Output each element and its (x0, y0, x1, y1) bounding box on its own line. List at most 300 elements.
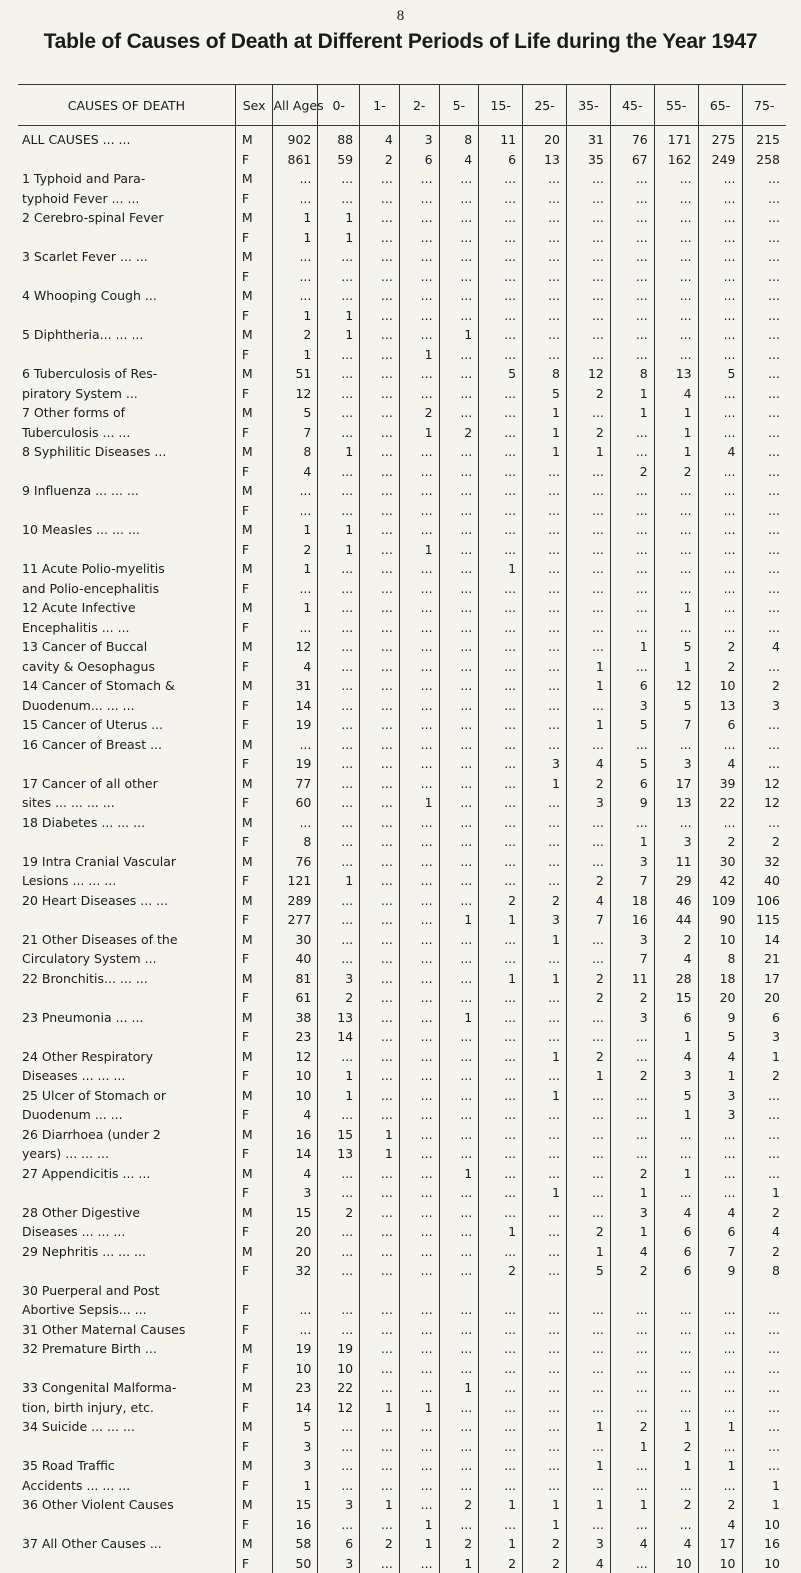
count-cell: ... (610, 267, 654, 287)
count-cell: ... (479, 442, 523, 462)
table-row (18, 208, 786, 228)
count-cell: ... (273, 735, 318, 755)
count-cell: ... (567, 930, 611, 950)
count-cell: 3 (318, 1495, 360, 1515)
count-cell: 1 (360, 1125, 400, 1145)
count-cell: 1 (399, 1398, 439, 1418)
count-cell: 2 (523, 891, 567, 911)
count-cell: 4 (567, 754, 611, 774)
table-row (18, 1164, 786, 1184)
count-cell: 5 (654, 1086, 698, 1106)
count-cell: 42 (698, 871, 742, 891)
count-cell: ... (360, 286, 400, 306)
table-row (18, 306, 786, 326)
sex-cell: F (235, 1320, 273, 1340)
count-cell: 1 (399, 540, 439, 560)
count-cell: ... (318, 1456, 360, 1476)
count-cell: ... (273, 189, 318, 209)
count-cell: ... (654, 286, 698, 306)
count-cell: ... (698, 1359, 742, 1379)
count-cell: ... (273, 813, 318, 833)
count-cell: ... (399, 754, 439, 774)
table-row (18, 1105, 786, 1125)
cause-cell: 21 Other Diseases of the (18, 930, 235, 950)
count-cell: 1 (698, 1417, 742, 1437)
count-cell: 6 (698, 715, 742, 735)
count-cell: ... (567, 1105, 611, 1125)
count-cell: 1 (654, 1456, 698, 1476)
count-cell: ... (610, 598, 654, 618)
count-cell: ... (610, 1476, 654, 1496)
count-cell: ... (399, 1027, 439, 1047)
count-cell: ... (479, 949, 523, 969)
count-cell: ... (523, 169, 567, 189)
sex-cell: F (235, 832, 273, 852)
table-row (18, 442, 786, 462)
count-cell: 2 (567, 1047, 611, 1067)
count-cell: ... (273, 579, 318, 599)
count-cell: ... (360, 1456, 400, 1476)
sex-cell: F (235, 1554, 273, 1573)
count-cell: ... (360, 481, 400, 501)
count-cell: 1 (610, 1437, 654, 1457)
count-cell: ... (479, 1086, 523, 1106)
count-cell: ... (610, 325, 654, 345)
count-cell: 1 (479, 559, 523, 579)
count-cell: ... (654, 559, 698, 579)
count-cell: ... (523, 228, 567, 248)
table-body (18, 126, 786, 1573)
count-cell: ... (318, 1242, 360, 1262)
sex-cell: F (235, 540, 273, 560)
sex-cell: M (235, 1242, 273, 1262)
count-cell: ... (567, 852, 611, 872)
count-cell: ... (399, 1378, 439, 1398)
count-cell: 40 (742, 871, 786, 891)
count-cell: 39 (698, 774, 742, 794)
count-cell: 1 (567, 715, 611, 735)
count-cell: 13 (698, 696, 742, 716)
count-cell: ... (479, 540, 523, 560)
header-age-25: 25- (523, 85, 567, 126)
count-cell: ... (698, 598, 742, 618)
sex-cell: M (235, 1339, 273, 1359)
count-cell: 1 (523, 1495, 567, 1515)
count-cell: ... (318, 598, 360, 618)
count-cell: 9 (698, 1261, 742, 1281)
count-cell: 5 (479, 364, 523, 384)
count-cell: ... (360, 657, 400, 677)
count-cell: 14 (742, 930, 786, 950)
sex-cell: F (235, 1222, 273, 1242)
count-cell: ... (439, 657, 479, 677)
cause-cell (18, 754, 235, 774)
count-cell: ... (479, 501, 523, 521)
cause-cell: piratory System ... (18, 384, 235, 404)
count-cell: ... (654, 1300, 698, 1320)
count-cell: ... (567, 501, 611, 521)
sex-cell: F (235, 267, 273, 287)
count-cell: 76 (610, 126, 654, 150)
count-cell: 1 (610, 1183, 654, 1203)
count-cell: 16 (610, 910, 654, 930)
count-cell: ... (479, 696, 523, 716)
count-cell: ... (567, 169, 611, 189)
count-cell: ... (567, 832, 611, 852)
count-cell: ... (318, 1437, 360, 1457)
sex-cell: F (235, 1300, 273, 1320)
count-cell: ... (479, 1125, 523, 1145)
count-cell: 1 (742, 1495, 786, 1515)
count-cell: ... (610, 657, 654, 677)
table-row (18, 1086, 786, 1106)
count-cell: ... (360, 1222, 400, 1242)
table-row (18, 871, 786, 891)
count-cell: ... (318, 1261, 360, 1281)
count-cell: ... (318, 891, 360, 911)
count-cell: ... (654, 306, 698, 326)
count-cell: 10 (698, 1554, 742, 1573)
count-cell: 2 (742, 1242, 786, 1262)
count-cell: 2 (654, 1437, 698, 1457)
count-cell: ... (439, 1066, 479, 1086)
count-cell: ... (479, 1027, 523, 1047)
count-cell: 1 (360, 1144, 400, 1164)
sex-cell: M (235, 481, 273, 501)
table-row (18, 462, 786, 482)
count-cell: ... (479, 1066, 523, 1086)
sex-cell: M (235, 1008, 273, 1028)
count-cell: 5 (610, 715, 654, 735)
table-row (18, 832, 786, 852)
count-cell: ... (399, 1125, 439, 1145)
count-cell: ... (479, 579, 523, 599)
sex-cell: F (235, 462, 273, 482)
count-cell: ... (610, 1105, 654, 1125)
count-cell: 12 (742, 793, 786, 813)
count-cell: ... (318, 579, 360, 599)
count-cell: ... (399, 988, 439, 1008)
count-cell: ... (479, 1008, 523, 1028)
count-cell: ... (610, 1027, 654, 1047)
cause-cell: Diseases ... ... ... (18, 1222, 235, 1242)
count-cell: ... (523, 1437, 567, 1457)
count-cell: ... (523, 1339, 567, 1359)
count-cell: ... (742, 1437, 786, 1457)
count-cell: 109 (698, 891, 742, 911)
count-cell: ... (439, 1456, 479, 1476)
sex-cell: F (235, 345, 273, 365)
count-cell: ... (479, 637, 523, 657)
count-cell: ... (479, 832, 523, 852)
cause-cell (18, 832, 235, 852)
count-cell: ... (567, 1398, 611, 1418)
count-cell: 4 (654, 1203, 698, 1223)
count-cell: ... (698, 1144, 742, 1164)
count-cell: ... (318, 754, 360, 774)
count-cell: 12 (567, 364, 611, 384)
count-cell: ... (479, 930, 523, 950)
count-cell: ... (742, 598, 786, 618)
sex-cell: M (235, 637, 273, 657)
count-cell: ... (698, 618, 742, 638)
count-cell: ... (523, 1164, 567, 1184)
count-cell: ... (318, 637, 360, 657)
count-cell: ... (567, 1125, 611, 1145)
count-cell: 17 (654, 774, 698, 794)
sex-cell: M (235, 559, 273, 579)
count-cell: 7 (610, 949, 654, 969)
count-cell: ... (439, 559, 479, 579)
count-cell: 22 (698, 793, 742, 813)
count-cell: ... (439, 676, 479, 696)
count-cell: ... (610, 501, 654, 521)
count-cell: 1 (698, 1066, 742, 1086)
count-cell: 1 (523, 969, 567, 989)
count-cell: 1 (479, 969, 523, 989)
count-cell: ... (399, 657, 439, 677)
count-cell: ... (399, 1144, 439, 1164)
count-cell: 10 (698, 676, 742, 696)
count-cell: ... (360, 1105, 400, 1125)
count-cell (610, 1281, 654, 1301)
count-cell: ... (523, 852, 567, 872)
count-cell: ... (698, 1183, 742, 1203)
count-cell: ... (399, 910, 439, 930)
count-cell: ... (742, 1300, 786, 1320)
sex-cell: M (235, 1047, 273, 1067)
cause-cell: 34 Suicide ... ... ... (18, 1417, 235, 1437)
count-cell: ... (698, 306, 742, 326)
count-cell: 4 (610, 1242, 654, 1262)
count-cell: ... (439, 1437, 479, 1457)
count-cell: ... (479, 1203, 523, 1223)
cause-cell: ALL CAUSES ... ... (18, 126, 235, 150)
sex-cell: M (235, 735, 273, 755)
count-cell: 23 (273, 1027, 318, 1047)
count-cell: ... (610, 228, 654, 248)
count-cell: ... (318, 1105, 360, 1125)
count-cell: 2 (479, 1554, 523, 1573)
count-cell: ... (523, 1242, 567, 1262)
count-cell: 2 (523, 1534, 567, 1554)
count-cell: ... (567, 1359, 611, 1379)
count-cell: 13 (318, 1144, 360, 1164)
count-cell: ... (742, 384, 786, 404)
count-cell: 1 (318, 325, 360, 345)
count-cell: ... (439, 813, 479, 833)
count-cell: ... (479, 481, 523, 501)
count-cell: 6 (399, 150, 439, 170)
count-cell: ... (698, 1476, 742, 1496)
count-cell: ... (654, 228, 698, 248)
count-cell: ... (439, 384, 479, 404)
count-cell: ... (318, 1515, 360, 1535)
count-cell: ... (318, 1300, 360, 1320)
cause-cell (18, 462, 235, 482)
count-cell: ... (567, 1183, 611, 1203)
count-cell: 58 (273, 1534, 318, 1554)
count-cell: ... (439, 520, 479, 540)
count-cell: ... (698, 1378, 742, 1398)
count-cell: 6 (698, 1222, 742, 1242)
count-cell: ... (610, 481, 654, 501)
count-cell: ... (399, 1456, 439, 1476)
table-row (18, 852, 786, 872)
count-cell: ... (318, 735, 360, 755)
count-cell: 10 (273, 1086, 318, 1106)
cause-cell (18, 1183, 235, 1203)
count-cell: ... (523, 793, 567, 813)
count-cell: ... (399, 969, 439, 989)
count-cell: ... (479, 793, 523, 813)
count-cell: ... (479, 247, 523, 267)
count-cell: ... (399, 618, 439, 638)
sex-cell: F (235, 501, 273, 521)
header-age-0: 0- (318, 85, 360, 126)
count-cell: 1 (654, 442, 698, 462)
count-cell: ... (567, 696, 611, 716)
count-cell: 4 (698, 442, 742, 462)
count-cell: 1 (318, 520, 360, 540)
count-cell: ... (567, 735, 611, 755)
count-cell: 4 (698, 754, 742, 774)
sex-cell: F (235, 696, 273, 716)
count-cell: ... (567, 1203, 611, 1223)
count-cell (567, 1281, 611, 1301)
count-cell: ... (567, 598, 611, 618)
count-cell: 1 (610, 832, 654, 852)
sex-cell: M (235, 1495, 273, 1515)
count-cell: ... (567, 481, 611, 501)
count-cell: ... (523, 462, 567, 482)
table-row (18, 1222, 786, 1242)
count-cell: 1 (523, 1086, 567, 1106)
count-cell: ... (360, 618, 400, 638)
count-cell: ... (654, 579, 698, 599)
count-cell: ... (439, 1203, 479, 1223)
count-cell: ... (479, 1417, 523, 1437)
count-cell: 5 (273, 1417, 318, 1437)
count-cell: ... (654, 1398, 698, 1418)
count-cell: 12 (273, 1047, 318, 1067)
count-cell: ... (399, 228, 439, 248)
count-cell: ... (567, 403, 611, 423)
count-cell: ... (610, 169, 654, 189)
count-cell: ... (360, 988, 400, 1008)
count-cell: ... (698, 735, 742, 755)
count-cell: 171 (654, 126, 698, 150)
table-row (18, 774, 786, 794)
count-cell: ... (439, 1027, 479, 1047)
sex-cell: F (235, 384, 273, 404)
header-causes: CAUSES OF DEATH (18, 85, 235, 126)
count-cell: ... (479, 1398, 523, 1418)
count-cell: 3 (523, 910, 567, 930)
count-cell: ... (742, 481, 786, 501)
count-cell: 8 (610, 364, 654, 384)
count-cell: 5 (654, 696, 698, 716)
count-cell: ... (439, 462, 479, 482)
count-cell: ... (439, 754, 479, 774)
table-row (18, 1495, 786, 1515)
count-cell: ... (439, 442, 479, 462)
sex-cell: M (235, 969, 273, 989)
count-cell: ... (273, 1300, 318, 1320)
count-cell: ... (360, 189, 400, 209)
count-cell: 1 (439, 1378, 479, 1398)
count-cell: ... (318, 1164, 360, 1184)
cause-cell: 31 Other Maternal Causes (18, 1320, 235, 1340)
count-cell: ... (742, 462, 786, 482)
count-cell: ... (698, 481, 742, 501)
count-cell: 46 (654, 891, 698, 911)
count-cell: ... (654, 1378, 698, 1398)
count-cell: ... (360, 267, 400, 287)
count-cell: ... (654, 735, 698, 755)
count-cell: ... (567, 1339, 611, 1359)
count-cell: 2 (567, 1222, 611, 1242)
sex-cell: F (235, 1437, 273, 1457)
count-cell: ... (610, 1378, 654, 1398)
count-cell: 4 (567, 891, 611, 911)
count-cell: 4 (273, 462, 318, 482)
header-age-45: 45- (610, 85, 654, 126)
count-cell: ... (698, 1300, 742, 1320)
count-cell: ... (479, 598, 523, 618)
table-row (18, 1125, 786, 1145)
count-cell: ... (439, 832, 479, 852)
count-cell: 2 (318, 988, 360, 1008)
count-cell: ... (742, 228, 786, 248)
count-cell: ... (523, 1456, 567, 1476)
count-cell: ... (399, 1203, 439, 1223)
count-cell: ... (399, 676, 439, 696)
cause-cell: 1 Typhoid and Para- (18, 169, 235, 189)
count-cell: ... (742, 1125, 786, 1145)
count-cell (399, 1281, 439, 1301)
count-cell: ... (742, 1164, 786, 1184)
count-cell: ... (399, 462, 439, 482)
count-cell: ... (399, 832, 439, 852)
count-cell: ... (318, 559, 360, 579)
count-cell: ... (567, 1476, 611, 1496)
count-cell: 1 (439, 1554, 479, 1573)
count-cell: ... (318, 715, 360, 735)
count-cell: ... (318, 676, 360, 696)
count-cell: 30 (698, 852, 742, 872)
count-cell: ... (610, 559, 654, 579)
count-cell: 1 (318, 228, 360, 248)
count-cell: ... (523, 559, 567, 579)
count-cell: ... (399, 637, 439, 657)
count-cell: 5 (698, 1027, 742, 1047)
count-cell: 10 (654, 1554, 698, 1573)
count-cell: ... (698, 1339, 742, 1359)
sex-cell: F (235, 657, 273, 677)
count-cell: ... (654, 501, 698, 521)
cause-cell (18, 228, 235, 248)
count-cell: ... (360, 1339, 400, 1359)
table-row (18, 1066, 786, 1086)
cause-cell (18, 540, 235, 560)
cause-cell: 13 Cancer of Buccal (18, 637, 235, 657)
count-cell: 1 (273, 1476, 318, 1496)
count-cell: 14 (273, 1398, 318, 1418)
table-row (18, 169, 786, 189)
count-cell: 2 (567, 423, 611, 443)
sex-cell: M (235, 1086, 273, 1106)
